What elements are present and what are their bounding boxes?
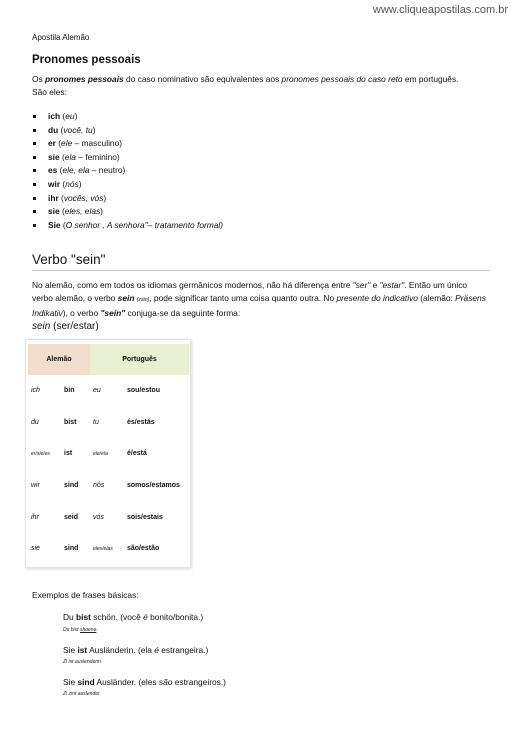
bullet-icon xyxy=(33,129,36,132)
pronoun-de: du xyxy=(31,418,39,426)
header-aleman: Alemão xyxy=(28,344,90,375)
verb-de: seid xyxy=(64,513,79,521)
verb-pt: sois/estais xyxy=(127,513,163,521)
bullet-icon xyxy=(33,156,36,159)
list-item: Sie (O senhor , A senhora"– tratamento formal) xyxy=(32,219,223,233)
heading-divider xyxy=(32,270,490,271)
verb-de: sind xyxy=(64,482,79,490)
example-sentence: Du bist schön. (você é bonito/bonita.) xyxy=(63,612,204,622)
site-url: www.cliqueapostilas.com.br xyxy=(372,4,508,16)
heading-verbo-sein: Verbo "sein" xyxy=(32,252,106,267)
verb-pt: sou/estou xyxy=(127,387,161,395)
bullet-icon xyxy=(33,224,36,227)
example-pronunciation: Zi zint auslender. xyxy=(63,691,101,697)
verb-de: bist xyxy=(64,418,77,426)
heading-pronomes-pessoais: Pronomes pessoais xyxy=(32,54,141,66)
pronoun-de: wir xyxy=(31,482,40,490)
list-item: ihr (vocês, vós) xyxy=(32,192,223,206)
sein-paragraph: No alemão, como em todos os idiomas germânicos modernos, não há diferença entre "ser" e "estar". Então um único verbo alemão, o verbo sein (záin), pode significar tanto uma coisa quanto outra. No presente do indicativo (alemão: Präsens Indikativ), o verbo "sein" conjuga-se da seguinte forma: xyxy=(32,280,486,318)
list-item: sie (ela – feminino) xyxy=(32,151,223,165)
document-label: Apostila Alemão xyxy=(32,33,90,42)
pronoun-list xyxy=(32,110,223,232)
pronoun-de: ihr xyxy=(31,513,39,521)
pronoun-de: ich xyxy=(31,387,40,395)
example-pronunciation: Du bist shoene. xyxy=(63,627,98,633)
list-item: du (você, tu) xyxy=(32,124,223,138)
bullet-icon xyxy=(33,142,36,145)
table-header-row xyxy=(28,344,189,375)
verb-de: sind xyxy=(64,545,79,553)
bullet-icon xyxy=(33,197,36,200)
conjugation-table-frame xyxy=(25,339,191,568)
pronoun-pt: vós xyxy=(93,513,104,521)
bullet-icon xyxy=(33,115,36,118)
list-item: wir (nós) xyxy=(32,178,223,192)
example-pronunciation: Zi ist auslenderin. xyxy=(63,659,103,665)
table-row xyxy=(28,438,189,470)
verb-de: ist xyxy=(64,450,73,458)
pronoun-pt: eles/elas xyxy=(93,545,113,552)
examples-title: Exemplos de frases básicas: xyxy=(32,590,139,600)
pronoun-pt: ele/ela xyxy=(93,450,108,457)
verb-de: bin xyxy=(64,387,75,395)
pronoun-pt: tu xyxy=(93,418,99,426)
table-row xyxy=(28,533,189,565)
conjugation-table xyxy=(28,344,189,565)
table-row xyxy=(28,501,189,533)
pronoun-pt: nós xyxy=(93,482,105,490)
verb-pt: somos/estamos xyxy=(127,482,180,490)
table-row xyxy=(28,375,189,407)
example-sentence: Sie sind Ausländer. (eles são estrangeiros.) xyxy=(63,677,226,687)
pronoun-pt: eu xyxy=(93,387,101,395)
bullet-icon xyxy=(33,183,36,186)
list-item: es (ele, ela – neutro) xyxy=(32,164,223,178)
pronoun-de: er/sie/es xyxy=(31,450,50,457)
table-title: sein (ser/estar) xyxy=(32,321,99,332)
list-item: er (ele – masculino) xyxy=(32,137,223,151)
table-row xyxy=(28,407,189,439)
bullet-icon xyxy=(33,210,36,213)
bullet-icon xyxy=(33,169,36,172)
table-row xyxy=(28,470,189,502)
pronoun-de: sie xyxy=(31,545,40,553)
verb-pt: é/está xyxy=(127,450,147,458)
list-item: ich (eu) xyxy=(32,110,223,124)
intro-paragraph: Os pronomes pessoais do caso nominativo são equivalentes aos pronomes pessoais do caso reto em português. São eles: xyxy=(32,74,459,97)
list-item: sie (eles, elas) xyxy=(32,205,223,219)
example-sentence: Sie ist Ausländerin. (ela é estrangeira.) xyxy=(63,645,209,655)
verb-pt: és/estás xyxy=(127,418,155,426)
verb-pt: são/estão xyxy=(127,545,160,553)
header-portugues: Português xyxy=(90,344,189,375)
